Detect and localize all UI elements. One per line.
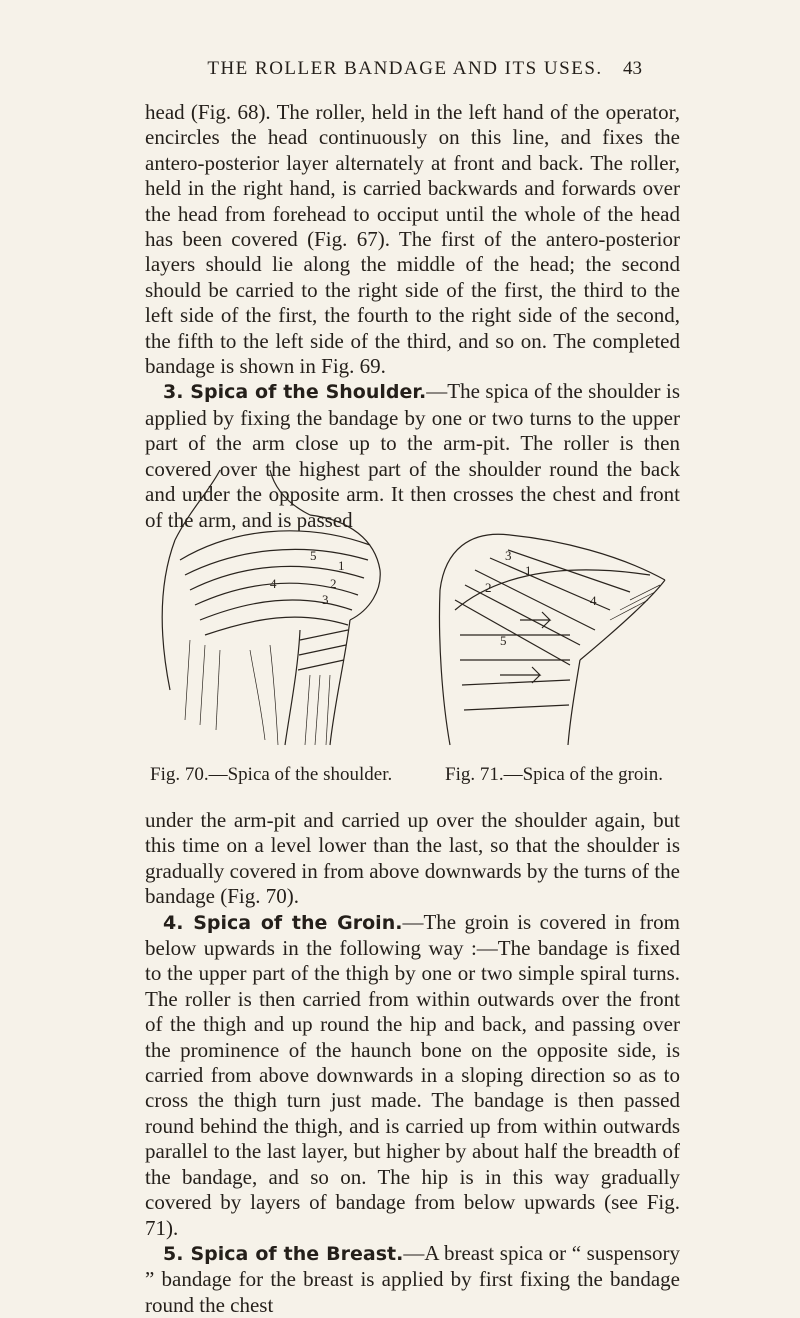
groin-illustration — [430, 460, 680, 750]
text-block-bottom — [145, 808, 680, 1318]
running-head: THE ROLLER BANDAGE AND ITS USES. — [207, 58, 603, 79]
caption-fig-70: Fig. 70.—Spica of the shoulder. — [150, 764, 393, 785]
paragraph-shoulder-continued: under the arm-pit and carried up over the shoulder again, but this time on a level lower than the last, so that the shoulder is gradually covered in from above downwards by the turns of the bandage (Fig. 70). — [145, 808, 680, 909]
groin-turn-label: 2 — [485, 580, 492, 595]
groin-turn-label: 3 — [505, 548, 512, 563]
groin-turn-label: 5 — [500, 633, 507, 648]
section-heading-shoulder: 3. Spica of the Shoulder. — [163, 381, 427, 404]
shoulder-illustration — [150, 460, 410, 750]
shoulder-turn-label: 4 — [270, 576, 277, 591]
section-heading-breast: 5. Spica of the Breast. — [163, 1242, 404, 1265]
groin-turn-label: 1 — [525, 563, 532, 578]
shoulder-turn-label: 3 — [322, 592, 329, 607]
shoulder-turn-label: 5 — [310, 548, 317, 563]
section-text-breast: —A breast spica or “ suspensory ” bandage for the breast is applied by first fixing the bandage round the chest — [145, 1240, 680, 1317]
figure-71-groin-spica — [430, 460, 680, 750]
caption-fig-71: Fig. 71.—Spica of the groin. — [445, 764, 663, 785]
page-number: 43 — [623, 58, 642, 79]
shoulder-turn-label: 2 — [330, 576, 337, 591]
paragraph-spica-breast — [145, 1241, 680, 1318]
shoulder-turn-label: 1 — [338, 558, 345, 573]
section-heading-groin: 4. Spica of the Groin. — [163, 911, 403, 934]
groin-turn-label: 4 — [590, 593, 597, 608]
paragraph-head-bandage: head (Fig. 68). The roller, held in the left hand of the operator, encircles the head continuously on this line, and fixes the antero-posterior layer alternately at front and back. The roller, held in the right hand, is carried backwards and forwards over the head from forehead to occiput until the whole of the head has been covered (Fig. 67). The first of the antero-posterior layers should lie along the middle of the head; the second should be carried to the right side of the first, the third to the left side of the first, the fourth to the right side of the second, the fifth to the left side of the third, and so on. The completed bandage is shown in Fig. 69. — [145, 100, 680, 379]
section-text-groin: —The groin is covered in from below upwards in the following way :—The bandage is fixed to the upper part of the thigh by one or two simple spiral turns. The roller is then carried from within outwards over the front of the thigh and up round the hip and back, and passing over the prominence of the haunch bone on the opposite side, is carried from above downwards in a sloping direction so as to cross the thigh turn just made. The bandage is then passed round behind the thigh, and is carried up from within outwards parallel to the last layer, but higher by about half the breadth of the bandage, and so on. The hip is in this way gradually covered by layers of bandage from below upwards (see Fig. 71). — [145, 909, 681, 1240]
figure-70-shoulder-spica — [150, 460, 410, 750]
paragraph-spica-groin — [145, 910, 680, 1241]
section-text-shoulder: —The spica of the shoulder is applied by fixing the bandage by one or two turns to the upper part of the arm close up to the arm-pit. The roller is then covered over the highest part of the shoulder round the back and under the opposite arm. It then crosses the chest and front of the arm, and is passed — [145, 379, 680, 532]
